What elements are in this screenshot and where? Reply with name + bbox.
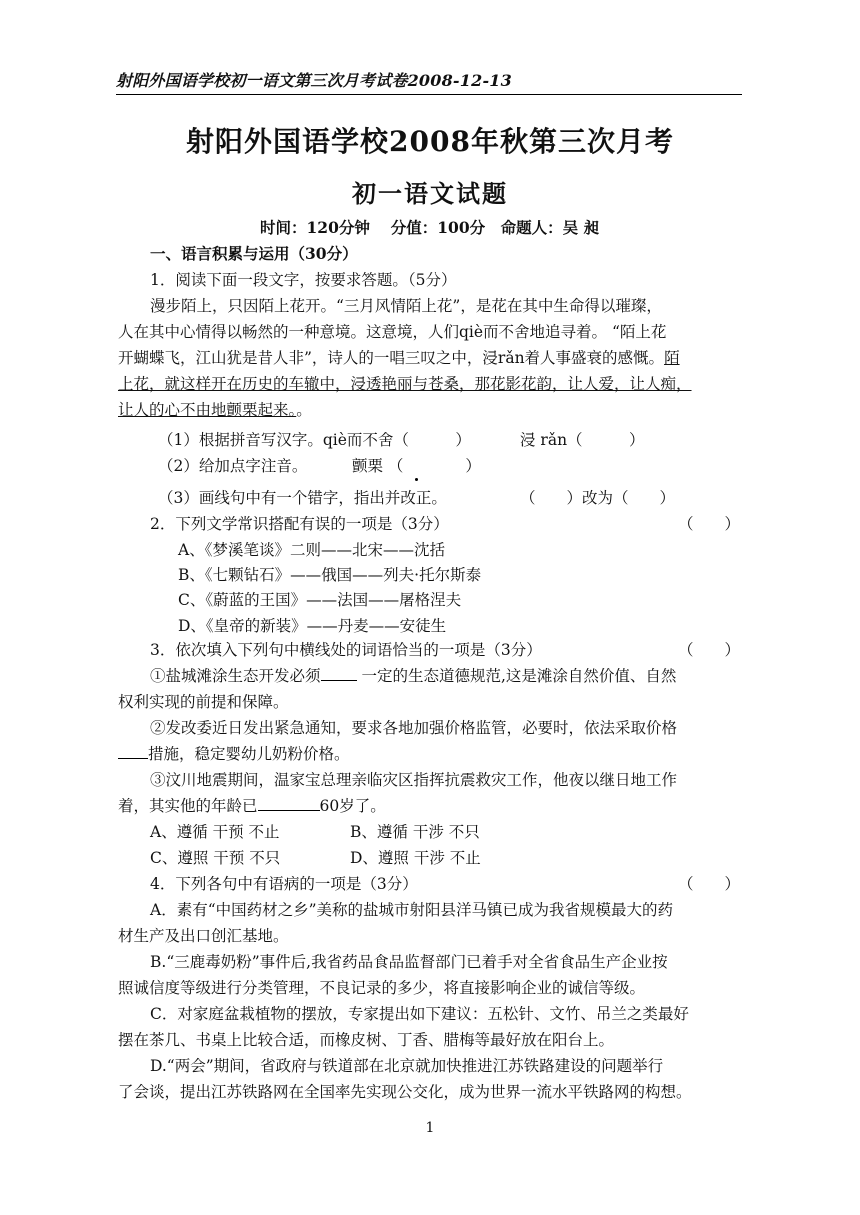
q4-option: C．对家庭盆栽植物的摆放，专家提出如下建议：五松针、文竹、吊兰之类最好 [150,1005,689,1023]
q3-option: B、遵循 干涉 不只 [350,823,480,841]
answer-paren: （ ） [678,875,741,893]
q3-sentence: 权利实现的前提和保障。 [118,693,289,711]
exam-subtitle: 初一语文试题 [352,179,508,208]
q3-text: 60岁了。 [319,797,386,815]
q3-text: 措施，稳定婴幼儿奶粉价格。 [148,745,350,763]
q1-sub2-b [352,456,860,476]
q2-prompt: 2．下列文学常识搭配有误的一项是（3分） [150,515,449,533]
q4-option: 摆在茶几、书桌上比较合适，而橡皮树、丁香、腊梅等最好放在阳台上。 [118,1031,615,1049]
q3-sentence: ③汶川地震期间，温家宝总理亲临灾区指挥抗震救灾工作，他夜以继日地工作 [150,771,678,789]
q1-underlined-line: 上花，就这样开在历史的车辙中，浸透艳丽与苍桑，那花影花韵，让人爱，让人痴， [118,375,692,393]
q3-option: A、遵循 干预 不止 [150,823,280,841]
q2-option: D、《皇帝的新装》——丹麦——安徒生 [178,617,447,635]
q3-text: 着，其实他的年龄已 [118,797,258,815]
q3-option: D、遵照 干涉 不止 [350,849,481,867]
page-number: 1 [425,1120,435,1136]
fill-blank [258,796,320,811]
q4-option: 照诚信度等级进行分类管理，不良记录的多少，将直接影响企业的诚信等级。 [118,979,646,997]
answer-paren: （ ） [678,515,741,533]
q4-prompt: 4．下列各句中有语病的一项是（3分） [150,875,418,893]
exam-title: 射阳外国语学校2008年秋第三次月考 [186,125,674,158]
q2-option: C、《蔚蓝的王国》——法国——屠格涅夫 [178,591,462,609]
q3-sentence: ②发改委近日发出紧急通知，要求各地加强价格监管，必要时，依法采取价格 [150,719,678,737]
q3-prompt: 3．依次填入下列句中横线处的词语恰当的一项是（3分） [150,641,542,659]
exam-meta: 时间：120分钟 分值：100分 命题人：吴 昶 [260,218,600,237]
section-heading: 一、语言积累与运用（30分） [150,244,358,263]
q3-sentence [118,744,744,764]
q3-text: ①盐城滩涂生态开发必须 [150,667,321,685]
q1-passage-line [118,348,744,368]
q4-option: A．素有“中国药材之乡”美称的盐城市射阳县洋马镇已成为我省规模最大的药 [150,901,674,919]
q3-sentence [150,666,776,686]
q1-prompt: 1．阅读下面一段文字，按要求答题。（5分） [150,271,457,289]
page-header: 射阳外国语学校初一语文第三次月考试卷2008-12-13 [116,68,742,95]
q3-sentence [118,796,744,816]
q1-underlined-text: 让人的心不由地颤栗起来。 [118,401,297,419]
fill-blank [321,666,357,681]
q1-sub1: （1）根据拼音写汉字。qiè而不舍（ ） [158,431,471,449]
q2-option: A、《梦溪笔谈》二则——北宋——沈括 [178,541,445,559]
q1-sub1-b: 浸 rǎn（ ） [520,431,645,449]
q1-sub2: （2）给加点字注音。 [158,457,308,475]
q1-sub3-b: （ ）改为（ ） [520,489,676,507]
fill-blank [118,744,148,759]
q1-period: 。 [296,401,312,419]
q4-option: D.“两会”期间，省政府与铁道部在北京就加快推进江苏铁路建设的问题举行 [150,1057,664,1075]
q4-option: 材生产及出口创汇基地。 [118,927,289,945]
q4-option: 了会谈，提出江苏铁路网在全国率先实现公交化，成为世界一流水平铁路网的构想。 [118,1083,692,1101]
q1-dotted-text: 颤栗 （ ） [352,457,481,475]
q1-underlined-text: 陌 [664,349,680,367]
q1-sub3: （3）画线句中有一个错字，指出并改正。 [158,489,447,507]
q2-option: B、《七颗钻石》——俄国——列夫·托尔斯泰 [178,566,482,584]
q1-passage-line: 漫步陌上，只因陌上花开。“三月风情陌上花”，是花在其中生命得以璀璨， [150,297,662,315]
q3-option: C、遵照 干预 不只 [150,849,281,867]
q3-text: 一定的生态道德规范,这是滩涂自然价值、自然 [361,667,677,685]
q4-option: B.“三鹿毒奶粉”事件后,我省药品食品监督部门已着手对全省食品生产企业按 [150,953,668,971]
q1-passage-line: 人在其中心情得以畅然的一种意境。这意境，人们qiè而不舍地追寻着。 “陌上花 [118,323,667,341]
q1-passage-text: 开蝴蝶飞，江山犹是昔人非”，诗人的一唱三叹之中，浸rǎn着人事盛衰的感慨。 [118,349,665,367]
q1-passage-line [118,400,744,420]
answer-paren: （ ） [678,641,741,659]
